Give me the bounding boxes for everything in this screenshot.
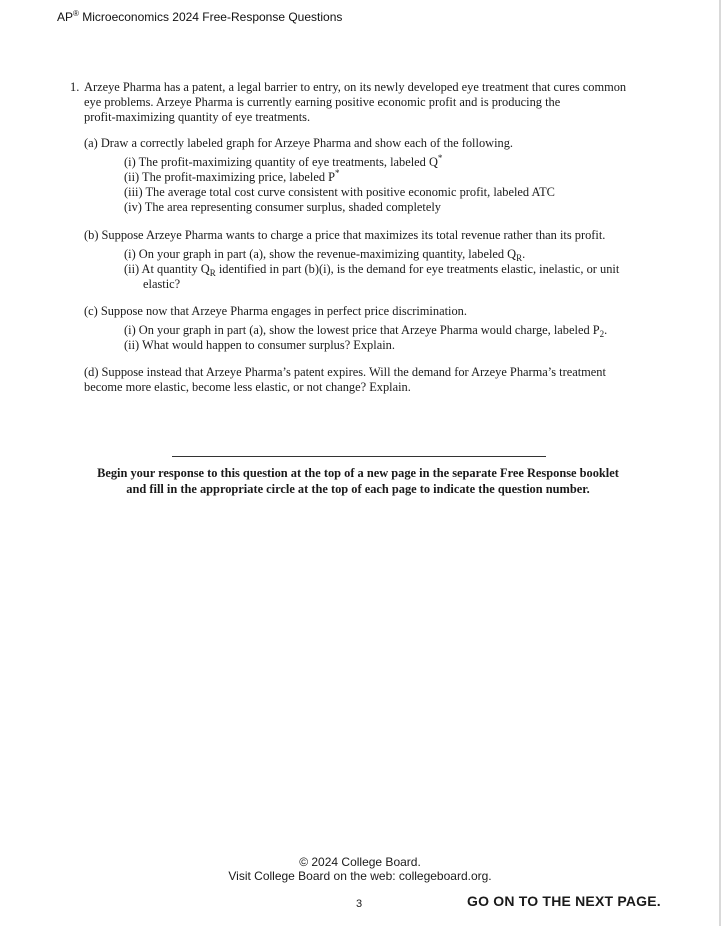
part-c-i xyxy=(124,323,654,338)
header-title: Microeconomics 2024 Free-Response Questions xyxy=(78,10,343,24)
part-a-subitems xyxy=(124,155,654,215)
part-a-i-text: (i) The profit-maximizing quantity of eye treatments, labeled Q xyxy=(124,155,438,169)
intro-line: Arzeye Pharma has a patent, a legal barrier to entry, on its newly developed eye treatment that cures common xyxy=(84,80,627,94)
registered-mark: ® xyxy=(73,9,79,18)
go-on-next-page: GO ON TO THE NEXT PAGE. xyxy=(467,893,661,909)
part-b-ii-rest: identified in part (b)(i), is the demand for eye treatments elastic, inelastic, or unit xyxy=(215,262,620,276)
part-c-i-end: . xyxy=(604,323,608,337)
part-b-ii-continued: elastic? xyxy=(143,277,181,291)
website-text: Visit College Board on the web: collegeboard.org. xyxy=(228,869,492,883)
part-b-i-text: (i) On your graph in part (a), show the revenue-maximizing quantity, labeled Q xyxy=(124,247,517,261)
part-b-subitems xyxy=(124,247,654,292)
response-instructions xyxy=(80,466,636,497)
part-a-ii-text: (ii) The profit-maximizing price, labeled P xyxy=(124,170,336,184)
part-c-subitems xyxy=(124,323,654,353)
part-a-ii xyxy=(124,170,654,185)
part-c-prompt: (c) Suppose now that Arzeye Pharma engages in perfect price discrimination. xyxy=(84,304,467,318)
part-d-line: (d) Suppose instead that Arzeye Pharma’s patent expires. Will the demand for Arzeye Pharma’s treatment xyxy=(84,365,606,379)
superscript: * xyxy=(437,153,443,163)
question-intro xyxy=(84,80,664,125)
part-b-prompt: (b) Suppose Arzeye Pharma wants to charge a price that maximizes its total revenue rather than its profit. xyxy=(84,228,606,242)
part-b-i-end: . xyxy=(522,247,526,261)
part-b-i xyxy=(124,247,654,262)
instructions-line: Begin your response to this question at the top of a new page in the separate Free Response booklet xyxy=(97,466,619,480)
part-c-ii: (ii) What would happen to consumer surplus? Explain. xyxy=(124,338,395,352)
header-title-prefix: AP xyxy=(57,10,74,24)
page-footer xyxy=(200,855,520,883)
part-a-iii: (iii) The average total cost curve consistent with positive economic profit, labeled ATC xyxy=(124,185,555,199)
part-b-ii-text: (ii) At quantity Q xyxy=(124,262,210,276)
question-number: 1. xyxy=(70,80,80,94)
part-b-ii xyxy=(124,262,654,277)
page-number: 3 xyxy=(356,898,363,910)
copyright-text: © 2024 College Board. xyxy=(299,855,421,869)
part-a-prompt: (a) Draw a correctly labeled graph for Arzeye Pharma and show each of the following. xyxy=(84,136,514,150)
subscript: 2 xyxy=(599,329,605,339)
superscript: * xyxy=(335,168,340,178)
subscript: R xyxy=(209,268,216,278)
intro-line: eye problems. Arzeye Pharma is currently earning positive economic profit and is producing the xyxy=(84,95,561,109)
part-c-i-text: (i) On your graph in part (a), show the lowest price that Arzeye Pharma would charge, labeled P xyxy=(124,323,600,337)
part-a-iv: (iv) The area representing consumer surplus, shaded completely xyxy=(124,200,442,214)
instructions-line: and fill in the appropriate circle at the top of each page to indicate the question number. xyxy=(126,481,590,496)
part-a-i xyxy=(124,155,654,170)
part-d-prompt xyxy=(84,365,664,395)
page-header xyxy=(57,9,342,24)
divider-line xyxy=(172,456,546,457)
subscript: R xyxy=(516,253,523,263)
part-d-line: become more elastic, become less elastic, or not change? Explain. xyxy=(84,380,411,394)
intro-line: profit-maximizing quantity of eye treatments. xyxy=(84,110,311,124)
